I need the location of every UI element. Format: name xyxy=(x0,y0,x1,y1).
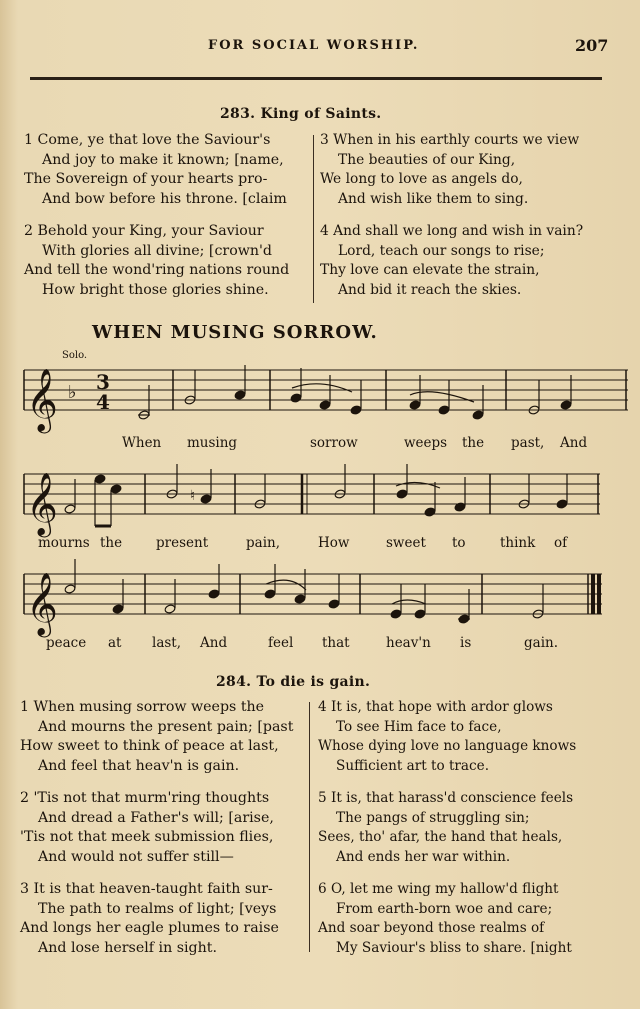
verse-line: With glories all divine; [crown'd xyxy=(42,242,272,259)
lyric-syllable: of xyxy=(554,535,568,551)
hymn-283-title: 283. King of Saints. xyxy=(220,106,382,122)
stanza xyxy=(20,880,310,958)
verse-line: And joy to make it known; [name, xyxy=(42,151,284,168)
verse-line: And lose herself in sight. xyxy=(38,939,217,956)
solo-marking: Solo. xyxy=(62,350,88,361)
lyric-syllable: peace xyxy=(46,635,87,651)
lyric-syllable: How xyxy=(318,535,350,551)
lyric-syllable: sweet xyxy=(386,535,426,551)
flat-sign-icon: ♭ xyxy=(68,382,77,403)
stanza xyxy=(20,698,310,776)
lyric-syllable: heav'n xyxy=(386,635,431,651)
verse-line: 5 It is, that harass'd conscience feels xyxy=(318,790,574,806)
verse-line: 'Tis not that meek submission flies, xyxy=(20,829,274,845)
verse-line: 3 When in his earthly courts we view xyxy=(320,132,580,148)
lyric-syllable: sorrow xyxy=(310,435,358,451)
verse-line: Thy love can elevate the strain, xyxy=(320,262,540,278)
lyric-syllable: think xyxy=(500,535,536,551)
verse-line: And bow before his throne. [claim xyxy=(42,190,287,207)
lyrics-system-2 xyxy=(0,535,640,553)
verse-line: How sweet to think of peace at last, xyxy=(20,738,279,754)
verse-line: And tell the wond'ring nations round xyxy=(24,262,290,278)
stanza xyxy=(20,789,310,867)
page-number: 207 xyxy=(575,36,609,55)
verse-line: 4 It is, that hope with ardor glows xyxy=(318,699,553,715)
verse-line: The pangs of struggling sin; xyxy=(336,809,530,826)
notes-system-1 xyxy=(138,365,572,420)
verse-line: How bright those glories shine. xyxy=(42,281,269,298)
hymn-284-left-column xyxy=(20,698,310,971)
verse-line: 2 Behold your King, your Saviour xyxy=(24,223,264,239)
tune-title: WHEN MUSING SORROW. xyxy=(92,322,378,343)
natural-sign-icon: ♮ xyxy=(190,488,196,504)
verse-line: And soar beyond those realms of xyxy=(318,920,545,936)
lyric-syllable: musing xyxy=(187,435,238,451)
verse-line: My Saviour's bliss to share. [night xyxy=(336,939,572,956)
lyric-syllable: past, xyxy=(511,435,545,451)
verse-line: 3 It is that heaven-taught faith sur- xyxy=(20,881,273,897)
column-divider xyxy=(309,702,310,952)
time-signature-top: 3 xyxy=(96,370,110,394)
verse-line: We long to love as angels do, xyxy=(320,171,523,187)
verse-line: And longs her eagle plumes to raise xyxy=(20,920,279,936)
time-signature-bottom: 4 xyxy=(96,390,110,414)
lyric-syllable: last, xyxy=(152,635,182,651)
verse-line: And mourns the present pain; [past xyxy=(38,718,294,735)
running-title: FOR SOCIAL WORSHIP. xyxy=(208,38,420,53)
lyric-syllable: pain, xyxy=(246,535,280,551)
verse-line: 1 Come, ye that love the Saviour's xyxy=(24,132,271,148)
verse-line: And would not suffer still— xyxy=(38,848,234,865)
stanza xyxy=(318,789,618,867)
verse-line: 6 O, let me wing my hallow'd flight xyxy=(318,881,559,897)
lyric-syllable: And xyxy=(200,635,228,651)
verse-line: Whose dying love no language knows xyxy=(318,738,577,754)
lyric-syllable: feel xyxy=(268,635,294,651)
verse-line: And feel that heav'n is gain. xyxy=(38,757,240,774)
staff-system-3 xyxy=(24,574,602,614)
treble-clef-icon: 𝄞 xyxy=(26,472,58,535)
verse-line: And dread a Father's will; [arise, xyxy=(38,809,274,826)
lyric-syllable: mourns xyxy=(38,535,90,551)
treble-clef-icon: 𝄞 xyxy=(26,368,58,431)
lyric-syllable: And xyxy=(560,435,588,451)
lyrics-system-1 xyxy=(0,435,640,453)
lyric-syllable: When xyxy=(122,435,162,451)
notes-system-2 xyxy=(64,464,568,526)
stanza xyxy=(318,698,618,776)
hymn-284-title: 284. To die is gain. xyxy=(216,674,371,690)
hymn-284-right-column xyxy=(318,698,618,971)
treble-clef-icon: 𝄞 xyxy=(26,572,58,635)
verse-line: The beauties of our King, xyxy=(338,151,516,168)
lyric-syllable: present xyxy=(156,535,209,551)
verse-line: The path to realms of light; [veys xyxy=(38,900,277,917)
lyric-syllable: weeps xyxy=(404,435,448,451)
verse-line: To see Him face to face, xyxy=(336,718,502,735)
verse-line: 4 And shall we long and wish in vain? xyxy=(320,223,584,239)
verse-line: From earth-born woe and care; xyxy=(336,900,553,917)
verse-line: And bid it reach the skies. xyxy=(338,281,522,298)
verse-line: 2 'Tis not that murm'ring thoughts xyxy=(20,790,270,806)
lyric-syllable: to xyxy=(452,535,466,551)
verse-line: The Sovereign of your hearts pro- xyxy=(24,171,268,187)
lyric-syllable: is xyxy=(460,635,472,651)
lyric-syllable: that xyxy=(322,635,350,651)
stanza xyxy=(318,880,618,958)
verse-line: And wish like them to sing. xyxy=(338,190,529,207)
verse-line: 1 When musing sorrow weeps the xyxy=(20,699,265,715)
verse-line: Lord, teach our songs to rise; xyxy=(338,242,545,259)
verse-line: Sees, tho' afar, the hand that heals, xyxy=(318,829,563,845)
verse-line: And ends her war within. xyxy=(336,848,511,865)
lyrics-system-3 xyxy=(0,635,640,653)
lyric-syllable: the xyxy=(100,535,123,551)
lyric-syllable: at xyxy=(108,635,122,651)
lyric-syllable: the xyxy=(462,435,485,451)
lyric-syllable: gain. xyxy=(524,635,558,651)
verse-line: Sufficient art to trace. xyxy=(336,757,490,774)
